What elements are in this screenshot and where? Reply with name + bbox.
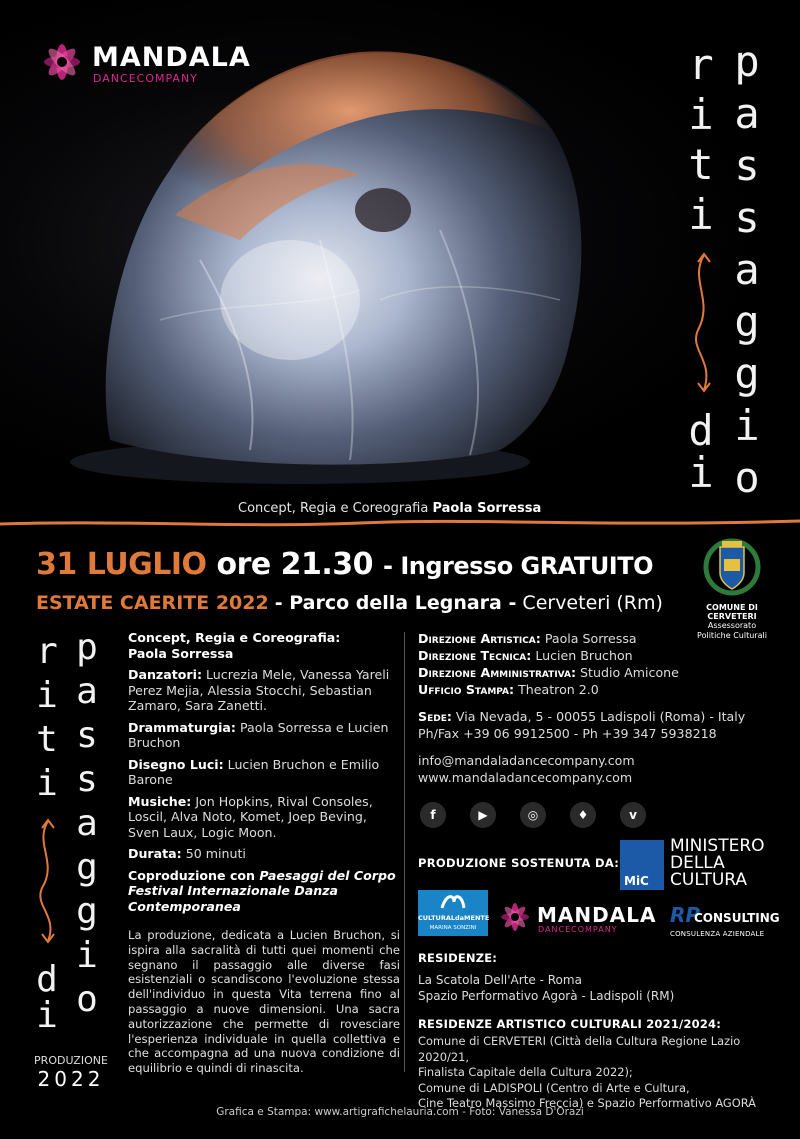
culturaldamente-logo xyxy=(418,890,488,936)
residence-ac-item: Comune di LADISPOLI (Centro di Arte e Cultura, xyxy=(418,1080,690,1095)
mic-line: DELLA xyxy=(670,853,725,873)
event-entry: - Ingresso GRATUITO xyxy=(383,552,654,580)
title-letter: g xyxy=(734,349,760,398)
mic-logo-box xyxy=(620,840,664,890)
website-link[interactable]: www.mandaladancecompany.com xyxy=(418,770,633,785)
venue-name: - Parco della Legnara - xyxy=(274,592,517,614)
rp-letters: RP xyxy=(670,903,701,927)
credit-label: Danzatori: xyxy=(128,667,202,682)
credit-value: Lucien Bruchon e Emilio Barone xyxy=(128,756,380,787)
coproduction-partner: Paesaggi del Corpo Festival Internazionale Danza Contemporanea xyxy=(128,867,396,914)
direction-label: Direzione Artistica: xyxy=(418,631,541,646)
title-right-column-top xyxy=(732,36,762,504)
direction-value: Theatron 2.0 xyxy=(518,682,599,697)
title-letter: g xyxy=(76,847,98,888)
credit-concept xyxy=(128,630,400,661)
crest-subtitle: Politiche Culturali xyxy=(697,631,767,640)
credit-value: 50 minuti xyxy=(185,846,246,861)
title-letter: i xyxy=(36,675,58,716)
title-letter: s xyxy=(76,715,98,756)
title-letter: r xyxy=(36,631,58,672)
twitter-icon[interactable]: ♦ xyxy=(570,802,596,828)
credit-duration xyxy=(128,846,400,862)
direction-label: Ufficio Stampa: xyxy=(418,682,515,697)
title-letter: a xyxy=(76,671,98,712)
title-letter: t xyxy=(688,140,714,189)
title-letter: o xyxy=(734,453,760,502)
mandala-logo-small xyxy=(497,893,667,939)
title-letter: d xyxy=(688,406,714,455)
mic-line: CULTURA xyxy=(670,870,748,890)
title-letter: s xyxy=(734,141,760,190)
seat-value: Via Nevada, 5 - 00055 Ladispoli (Roma) - Italy xyxy=(455,709,746,724)
residence-item: La Scatola Dell'Arte - Roma xyxy=(418,973,582,987)
mandala-flower-icon xyxy=(497,899,533,935)
title-left-column-top xyxy=(686,40,716,240)
crest-subtitle: Assessorato xyxy=(707,621,757,630)
direction-artistic xyxy=(418,630,788,647)
credit-dancers xyxy=(128,667,400,714)
title-letter: p xyxy=(76,627,98,668)
coproduction xyxy=(128,868,400,915)
rp-consulting-logo xyxy=(670,903,780,943)
title-letter: i xyxy=(76,935,98,976)
headline-date xyxy=(36,547,653,582)
show-description: La produzione, dedicata a Lucien Bruchon, si ispira alla sacralità di tutti quei momenti che segnano il passaggio alle diverse fasi esistenziali o scandiscono l'evoluzione stessa dell'individuo in questa Vita terrena fino al passaggio a nuove dimensioni. Una sacra autorizzazione che permette di rovesciare l'esperienza individuale in quella collettiva e che accompagna ad una nuova condizione di equilibrio e quindi di rinascita. xyxy=(128,928,400,1076)
phone-numbers: Ph/Fax +39 06 9912500 - Ph +39 347 5938218 xyxy=(418,726,717,741)
production-year xyxy=(30,1054,112,1091)
residence-item: Spazio Performativo Agorà - Ladispoli (RM) xyxy=(418,989,675,1003)
credit-value: Lucrezia Mele, Vanessa Yareli Perez Mejia, Alessia Stocchi, Sebastian Zamaro, Sara Zanetti. xyxy=(128,667,390,713)
credit-label: Disegno Luci: xyxy=(128,756,224,772)
title-letter: a xyxy=(734,89,760,138)
seat-label: Sede: xyxy=(418,709,452,724)
footer-credits: Grafica e Stampa: www.artigrafichelauria.com - Foto: Vanessa D'Orazi xyxy=(216,1106,584,1118)
cerveteri-crest-icon xyxy=(700,533,764,597)
direction-label: Direzione Tecnica: xyxy=(418,648,532,663)
mic-text xyxy=(670,838,765,889)
facebook-icon[interactable]: f xyxy=(420,802,446,828)
email-link[interactable]: info@mandaladancecompany.com xyxy=(418,753,635,768)
credit-value: Paola Sorressa e Lucien Bruchon xyxy=(128,719,389,750)
event-time: ore 21.30 xyxy=(216,547,374,582)
festival-name: ESTATE CAERITE 2022 xyxy=(36,592,269,614)
mic-line: MINISTERO xyxy=(670,836,765,856)
title-letter: a xyxy=(76,803,98,844)
caption-prefix: Concept, Regia e Coreografia xyxy=(238,501,429,516)
residence-ac-item: Finalista Capitale della Cultura 2022); xyxy=(418,1065,633,1079)
direction-value: Studio Amicone xyxy=(580,665,679,680)
culturaldamente-name: CULTURALdaMENTE xyxy=(418,914,490,922)
residence-ac-item: Comune di CERVETERI (Città della Cultura Regione Lazio 2020/21, xyxy=(418,1034,741,1064)
lower-title-right xyxy=(72,626,102,1022)
crest-title: COMUNE DI CERVETERI xyxy=(706,603,758,621)
mandala-logo xyxy=(38,34,278,94)
direction-column xyxy=(418,630,788,786)
production-year-value: 2022 xyxy=(37,1067,105,1091)
title-letter: d xyxy=(36,959,58,1000)
credit-value: Paola Sorressa xyxy=(128,645,234,661)
credit-music xyxy=(128,794,400,841)
credit-label: Musiche: xyxy=(128,793,192,809)
credit-label: Drammaturgia: xyxy=(128,719,236,735)
cerveteri-crest xyxy=(690,533,774,641)
venue-city: Cerveteri (Rm) xyxy=(522,592,663,614)
title-letter: i xyxy=(36,763,58,804)
credit-lights xyxy=(128,757,400,788)
direction-label: Direzione Amministrativa: xyxy=(418,665,577,680)
mandala-logo-word: MANDALA xyxy=(537,903,657,927)
title-left-column-bottom xyxy=(686,406,716,497)
title-letter: o xyxy=(76,979,98,1020)
title-letter: i xyxy=(688,448,714,497)
residence-ac-item: Cine Teatro Massimo Freccia) e Spazio Performativo AGORÀ xyxy=(418,1096,756,1110)
credit-label: Durata: xyxy=(128,846,182,861)
credit-dramaturgy xyxy=(128,720,400,751)
direction-value: Lucien Bruchon xyxy=(535,648,633,663)
residences-section xyxy=(418,950,788,1112)
mandala-logo-sub: DANCECOMPANY xyxy=(93,72,198,85)
title-letter: s xyxy=(734,193,760,242)
lower-title-left-bottom xyxy=(32,959,62,1036)
caption-name: Paola Sorressa xyxy=(432,501,542,516)
title-letter: g xyxy=(76,891,98,932)
orange-wave-divider xyxy=(0,512,800,532)
residences-label: RESIDENZE: xyxy=(418,951,498,965)
direction-admin xyxy=(418,664,788,681)
title-letter: i xyxy=(36,995,58,1036)
title-letter: p xyxy=(734,37,760,86)
title-letter: i xyxy=(688,190,714,239)
title-letter: g xyxy=(734,297,760,346)
mic-short: MiC xyxy=(624,874,649,888)
rp-subtitle: CONSULENZA AZIENDALE xyxy=(670,930,765,938)
title-letter: s xyxy=(76,759,98,800)
coproduction-prefix: Coproduzione con xyxy=(128,867,256,883)
culturaldamente-sub: MARINA SONZINI xyxy=(429,925,477,931)
mandala-logo-word: MANDALA xyxy=(92,42,251,73)
title-letter: a xyxy=(734,245,760,294)
credit-value: Jon Hopkins, Rival Consoles, Loscil, Alva Noto, Komet, Joep Beving, Sven Laux, Logic Moon. xyxy=(128,793,373,840)
direction-value: Paola Sorressa xyxy=(544,631,637,646)
title-letter: i xyxy=(734,401,760,450)
hero-photo xyxy=(0,0,800,530)
supported-by-label: PRODUZIONE SOSTENUTA DA: xyxy=(418,856,620,870)
direction-press xyxy=(418,681,788,698)
instagram-icon[interactable]: ◎ xyxy=(520,802,546,828)
production-label: PRODUZIONE xyxy=(34,1054,108,1067)
lower-title-left-top xyxy=(32,630,62,806)
title-letter: r xyxy=(688,40,714,89)
credit-label: Concept, Regia e Coreografia: xyxy=(128,630,341,645)
vimeo-icon[interactable]: v xyxy=(620,802,646,828)
residences-ac-label: RESIDENZE ARTISTICO CULTURALI 2021/2024: xyxy=(418,1017,722,1031)
credits-column xyxy=(128,630,400,1076)
event-date: 31 LUGLIO xyxy=(36,547,207,582)
seat-address xyxy=(418,708,788,725)
spiral-arrow-icon xyxy=(684,250,724,400)
lower-spiral-arrow-icon xyxy=(30,816,66,946)
direction-technical xyxy=(418,647,788,664)
culturaldamente-mark-icon xyxy=(418,890,488,912)
ministero-cultura-logo xyxy=(620,838,780,892)
title-letter: t xyxy=(36,719,58,760)
mandala-flower-icon xyxy=(38,38,86,86)
mandala-logo-sub: DANCECOMPANY xyxy=(538,925,618,934)
column-divider xyxy=(404,632,405,1072)
headline-venue xyxy=(36,592,663,614)
rp-name: CONSULTING xyxy=(694,911,780,925)
title-letter: i xyxy=(688,90,714,139)
youtube-icon[interactable]: ▶ xyxy=(470,802,496,828)
